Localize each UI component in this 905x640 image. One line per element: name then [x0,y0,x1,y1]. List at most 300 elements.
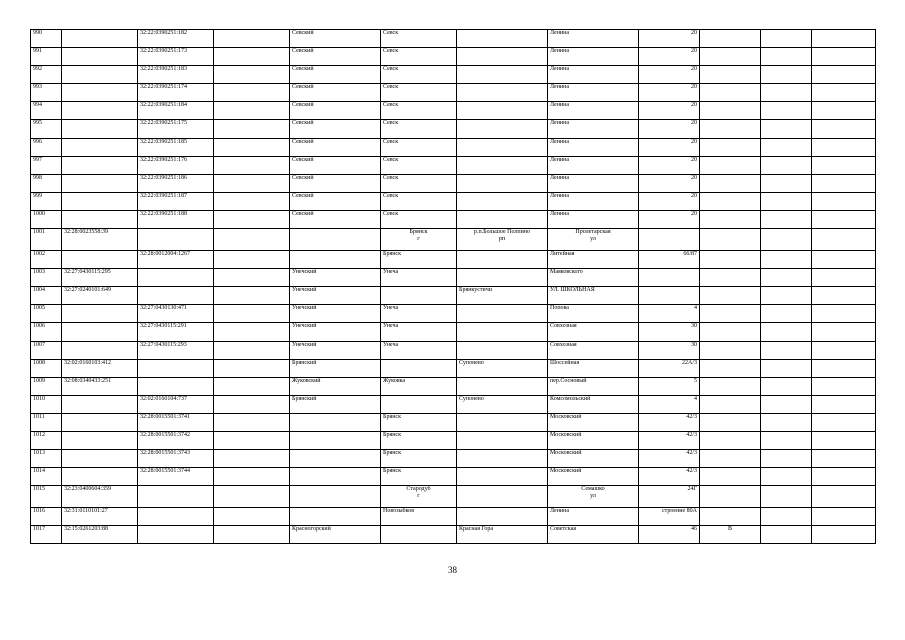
table-cell-c7: Ленина [548,138,639,156]
table-cell-c3 [214,156,290,174]
table-cell-c8: 42/3 [639,431,700,449]
table-cell-c9 [700,431,761,449]
table-cell-c3 [214,174,290,192]
table-cell-c7: Ленина [548,102,639,120]
table-cell-c6 [457,431,548,449]
table-cell-c9 [700,468,761,486]
table-cell-c6 [457,377,548,395]
table-cell-c5: Стародуб г [381,486,457,508]
table-cell-n: 990 [31,30,62,48]
table-cell-c3 [214,323,290,341]
table-row [31,156,876,174]
table-row [31,102,876,120]
table-cell-c9: В [700,526,761,544]
table-cell-c7: Ленина [548,48,639,66]
table-row [31,395,876,413]
table-cell-c7: Комсомольский [548,395,639,413]
table-cell-c7: Попова [548,305,639,323]
table-cell-c11 [812,526,876,544]
table-row [31,251,876,269]
table-row [31,66,876,84]
table-cell-c7: Совхозная [548,323,639,341]
table-cell-c2: 32:22:0390251:185 [138,138,214,156]
table-cell-c8 [639,269,700,287]
table-cell-c8: 20 [639,66,700,84]
table-cell-c8: 24Г [639,486,700,508]
table-cell-c1: 32:15:0261203:88 [62,526,138,544]
table-cell-c4 [290,450,381,468]
table-cell-c9 [700,359,761,377]
table-cell-c8: строение 80А [639,508,700,526]
table-cell-c8: 20 [639,174,700,192]
table-cell-c1 [62,305,138,323]
table-cell-c5: Севск [381,30,457,48]
table-cell-c8: 20 [639,210,700,228]
table-cell-c11 [812,486,876,508]
table-cell-c7: Ленина [548,30,639,48]
table-cell-c1: 32:08:0340433:251 [62,377,138,395]
table-cell-c5: Брянск г [381,229,457,251]
table-cell-c5 [381,287,457,305]
table-cell-c2: 32:27:0430115:293 [138,341,214,359]
table-row [31,174,876,192]
table-cell-c6 [457,251,548,269]
table-cell-c11 [812,269,876,287]
table-cell-n: 992 [31,66,62,84]
table-cell-c4 [290,486,381,508]
table-row [31,48,876,66]
table-cell-c5: Брянск [381,431,457,449]
table-cell-c3 [214,251,290,269]
table-cell-c10 [761,251,812,269]
table-cell-c6 [457,413,548,431]
table-cell-c10 [761,156,812,174]
table-cell-c11 [812,468,876,486]
table-cell-c8: 20 [639,120,700,138]
table-cell-c2 [138,229,214,251]
table-cell-n: 997 [31,156,62,174]
table-cell-c6 [457,269,548,287]
table-cell-n: 1005 [31,305,62,323]
table-cell-c7: Литейная [548,251,639,269]
table-cell-c2: 32:22:0390251:176 [138,156,214,174]
table-cell-c8: 4 [639,305,700,323]
table-cell-c11 [812,210,876,228]
table-cell-n: 1011 [31,413,62,431]
table-cell-c3 [214,66,290,84]
table-cell-c11 [812,84,876,102]
table-cell-c10 [761,174,812,192]
table-cell-c3 [214,30,290,48]
table-cell-c11 [812,229,876,251]
table-row [31,450,876,468]
table-cell-c7: Шоссейная [548,359,639,377]
table-cell-c11 [812,156,876,174]
table-cell-c4 [290,508,381,526]
table-cell-c7: Советская [548,526,639,544]
table-cell-c4: Унечский [290,305,381,323]
table-cell-c8: 30 [639,323,700,341]
table-cell-c4 [290,431,381,449]
table-cell-c8: 42/3 [639,468,700,486]
table-cell-c6 [457,192,548,210]
table-cell-c6 [457,450,548,468]
table-cell-c9 [700,210,761,228]
table-cell-c10 [761,120,812,138]
table-cell-c3 [214,395,290,413]
table-cell-c7: Ленина [548,120,639,138]
table-row [31,526,876,544]
table-cell-c11 [812,341,876,359]
table-cell-c10 [761,395,812,413]
table-cell-c3 [214,413,290,431]
table-cell-c5: Унеча [381,323,457,341]
table-cell-c6: Красная Гора [457,526,548,544]
table-cell-n: 991 [31,48,62,66]
table-cell-c3 [214,526,290,544]
table-cell-c2 [138,269,214,287]
table-row [31,431,876,449]
table-cell-c2 [138,526,214,544]
table-cell-c2 [138,486,214,508]
table-cell-c9 [700,120,761,138]
table-cell-c5: Севск [381,156,457,174]
table-cell-c9 [700,138,761,156]
table-cell-c5: Севск [381,48,457,66]
table-row [31,84,876,102]
table-cell-c3 [214,48,290,66]
table-cell-c4: Брянский [290,359,381,377]
table-cell-c1 [62,102,138,120]
table-cell-n: 993 [31,84,62,102]
table-cell-c6 [457,486,548,508]
table-cell-c8: 20 [639,138,700,156]
table-cell-c6 [457,210,548,228]
table-cell-n: 995 [31,120,62,138]
table-cell-c4: Унечский [290,269,381,287]
table-cell-c4 [290,229,381,251]
table-row [31,377,876,395]
table-cell-n: 1008 [31,359,62,377]
table-cell-c2: 32:22:0390251:182 [138,30,214,48]
table-cell-c7: Московский [548,450,639,468]
table-cell-c1 [62,192,138,210]
table-cell-n: 1002 [31,251,62,269]
table-cell-c10 [761,305,812,323]
table-cell-c10 [761,30,812,48]
table-cell-c6 [457,84,548,102]
table-cell-c6 [457,305,548,323]
table-cell-c3 [214,377,290,395]
table-cell-n: 1000 [31,210,62,228]
table-cell-c1 [62,30,138,48]
table-cell-c10 [761,269,812,287]
table-cell-c9 [700,48,761,66]
table-cell-c1: 32:23:0400604:359 [62,486,138,508]
table-cell-c5 [381,526,457,544]
table-cell-c10 [761,341,812,359]
table-cell-c9 [700,229,761,251]
table-cell-c9 [700,377,761,395]
table-cell-c1: 32:28:0023558:39 [62,229,138,251]
table-cell-c1 [62,138,138,156]
table-cell-n: 1015 [31,486,62,508]
table-cell-c6 [457,120,548,138]
table-cell-n: 1009 [31,377,62,395]
table-cell-c11 [812,251,876,269]
table-cell-c6: Супонево [457,395,548,413]
table-cell-c10 [761,287,812,305]
table-cell-c7: Ленина [548,210,639,228]
table-cell-c6 [457,508,548,526]
table-body [31,30,876,544]
table-cell-c9 [700,30,761,48]
table-cell-c4: Севский [290,192,381,210]
table-cell-c4: Севский [290,120,381,138]
table-cell-c5: Унеча [381,305,457,323]
table-cell-c5: Брянск [381,251,457,269]
table-cell-c10 [761,66,812,84]
table-cell-c2: 32:27:0430115:291 [138,323,214,341]
table-cell-c1 [62,210,138,228]
table-cell-c7: Пролетарская ул [548,229,639,251]
table-cell-c8 [639,229,700,251]
table-row [31,138,876,156]
table-cell-c7: Московский [548,431,639,449]
table-cell-c11 [812,431,876,449]
table-cell-c3 [214,120,290,138]
table-cell-c7: Московский [548,468,639,486]
page-number: 38 [448,565,457,575]
table-cell-c8: 20 [639,192,700,210]
table-cell-c5: Севск [381,120,457,138]
table-cell-c3 [214,486,290,508]
table-cell-c5: Севск [381,210,457,228]
table-row [31,341,876,359]
table-cell-c8: 5 [639,377,700,395]
table-cell-c4: Севский [290,156,381,174]
table-row [31,287,876,305]
table-cell-c3 [214,102,290,120]
table-cell-c7: пер.Сосновый [548,377,639,395]
table-cell-c4: Красногорский [290,526,381,544]
table-cell-c3 [214,84,290,102]
table-cell-c2: 32:28:0015501:3741 [138,413,214,431]
table-cell-c2: 32:28:0015501:3744 [138,468,214,486]
table-row [31,508,876,526]
table-cell-c2: 32:27:0430130:471 [138,305,214,323]
table-cell-c1 [62,395,138,413]
table-cell-c9 [700,174,761,192]
table-cell-c10 [761,450,812,468]
table-cell-c3 [214,359,290,377]
table-cell-c7: Ленина [548,192,639,210]
table-cell-c2: 32:22:0390251:173 [138,48,214,66]
table-cell-c2 [138,359,214,377]
table-cell-c1 [62,120,138,138]
table-cell-c11 [812,174,876,192]
table-cell-c4: Севский [290,210,381,228]
table-cell-c3 [214,138,290,156]
table-cell-c9 [700,508,761,526]
table-cell-c3 [214,269,290,287]
table-cell-c5: Севск [381,84,457,102]
table-cell-c6 [457,156,548,174]
table-cell-c4: Унечский [290,323,381,341]
table-cell-c4: Севский [290,102,381,120]
table-cell-n: 1017 [31,526,62,544]
table-cell-n: 1006 [31,323,62,341]
table-cell-c10 [761,377,812,395]
table-cell-n: 1001 [31,229,62,251]
table-cell-c7: Совхозная [548,341,639,359]
table-cell-c11 [812,287,876,305]
table-row [31,30,876,48]
table-cell-c10 [761,413,812,431]
table-cell-n: 1004 [31,287,62,305]
table-cell-c7: Московский [548,413,639,431]
table-cell-c6 [457,323,548,341]
table-cell-c9 [700,450,761,468]
table-cell-c7: Ленина [548,174,639,192]
table-cell-c10 [761,192,812,210]
table-cell-c2: 32:22:0390251:183 [138,66,214,84]
table-cell-c5 [381,395,457,413]
table-cell-c11 [812,508,876,526]
table-cell-c3 [214,305,290,323]
table-cell-c4 [290,468,381,486]
table-cell-c10 [761,138,812,156]
table-row [31,413,876,431]
table-cell-c5: Брянск [381,468,457,486]
table-cell-c1 [62,66,138,84]
table-cell-n: 1012 [31,431,62,449]
table-cell-c3 [214,210,290,228]
table-cell-c10 [761,102,812,120]
table-cell-c2 [138,377,214,395]
table-cell-c8: 20 [639,84,700,102]
table-cell-c11 [812,450,876,468]
table-cell-c7: УЛ. ШКОЛЬНАЯ [548,287,639,305]
table-cell-n: 996 [31,138,62,156]
table-cell-c9 [700,102,761,120]
table-row [31,323,876,341]
table-cell-c8: 20 [639,102,700,120]
table-cell-c7: Ленина [548,84,639,102]
table-cell-c1: 32:02:0160103:412 [62,359,138,377]
table-row [31,192,876,210]
table-cell-c5: Унеча [381,269,457,287]
table-cell-c8 [639,287,700,305]
table-cell-c3 [214,450,290,468]
table-cell-c10 [761,229,812,251]
table-cell-n: 1014 [31,468,62,486]
table-row [31,359,876,377]
table-cell-c10 [761,359,812,377]
table-cell-c4: Севский [290,30,381,48]
table-cell-c1 [62,323,138,341]
table-cell-n: 1007 [31,341,62,359]
table-cell-c8: 66/87 [639,251,700,269]
table-cell-c5: Брянск [381,450,457,468]
table-cell-c7: Ленина [548,66,639,84]
table-cell-c11 [812,138,876,156]
table-cell-c1 [62,84,138,102]
table-row [31,486,876,508]
table-cell-c1 [62,48,138,66]
table-cell-c10 [761,431,812,449]
table-cell-c4: Жуковский [290,377,381,395]
table-cell-c6 [457,102,548,120]
table-cell-c2: 32:22:0390251:184 [138,102,214,120]
table-cell-c8: 30 [639,341,700,359]
table-cell-c1: 32:27:0240101:649 [62,287,138,305]
table-cell-c4: Брянский [290,395,381,413]
table-cell-c6 [457,66,548,84]
table-row [31,269,876,287]
table-cell-c9 [700,192,761,210]
table-row [31,210,876,228]
table-cell-c4: Севский [290,138,381,156]
table-cell-n: 999 [31,192,62,210]
table-cell-c3 [214,468,290,486]
table-cell-c2 [138,508,214,526]
table-cell-c7: Ленина [548,156,639,174]
table-cell-c10 [761,526,812,544]
table-cell-c6 [457,174,548,192]
table-row [31,229,876,251]
table-cell-c11 [812,66,876,84]
table-cell-c11 [812,48,876,66]
table-cell-c11 [812,102,876,120]
table-cell-c5: Севск [381,66,457,84]
table-cell-c5: Брянск [381,413,457,431]
table-cell-c10 [761,48,812,66]
table-cell-n: 998 [31,174,62,192]
table-cell-c1 [62,431,138,449]
table-cell-c4: Севский [290,174,381,192]
table-cell-c5: Севск [381,174,457,192]
table-cell-c4 [290,413,381,431]
table-cell-c11 [812,395,876,413]
table-cell-c10 [761,323,812,341]
table-cell-c8: 22А/3 [639,359,700,377]
table-cell-c10 [761,508,812,526]
table-cell-c1 [62,251,138,269]
table-cell-c5: Унеча [381,341,457,359]
table-cell-c9 [700,287,761,305]
registry-table [30,29,876,544]
table-cell-c7: Семашко ул [548,486,639,508]
table-cell-c6: Брянкустичи [457,287,548,305]
table-row [31,305,876,323]
table-cell-c10 [761,84,812,102]
table-cell-c8: 20 [639,30,700,48]
table-cell-c9 [700,323,761,341]
table-cell-c4: Севский [290,84,381,102]
table-cell-c5 [381,359,457,377]
table-cell-c9 [700,156,761,174]
table-cell-c7: Ленина [548,508,639,526]
table-cell-c2: 32:22:0390251:174 [138,84,214,102]
table-cell-c3 [214,431,290,449]
table-cell-c6: р.п.Большое Полпино рп [457,229,548,251]
table-row [31,120,876,138]
table-cell-c1: 32:31:0110101:27 [62,508,138,526]
table-cell-c11 [812,323,876,341]
table-cell-c6: Супонево [457,359,548,377]
table-cell-c9 [700,341,761,359]
